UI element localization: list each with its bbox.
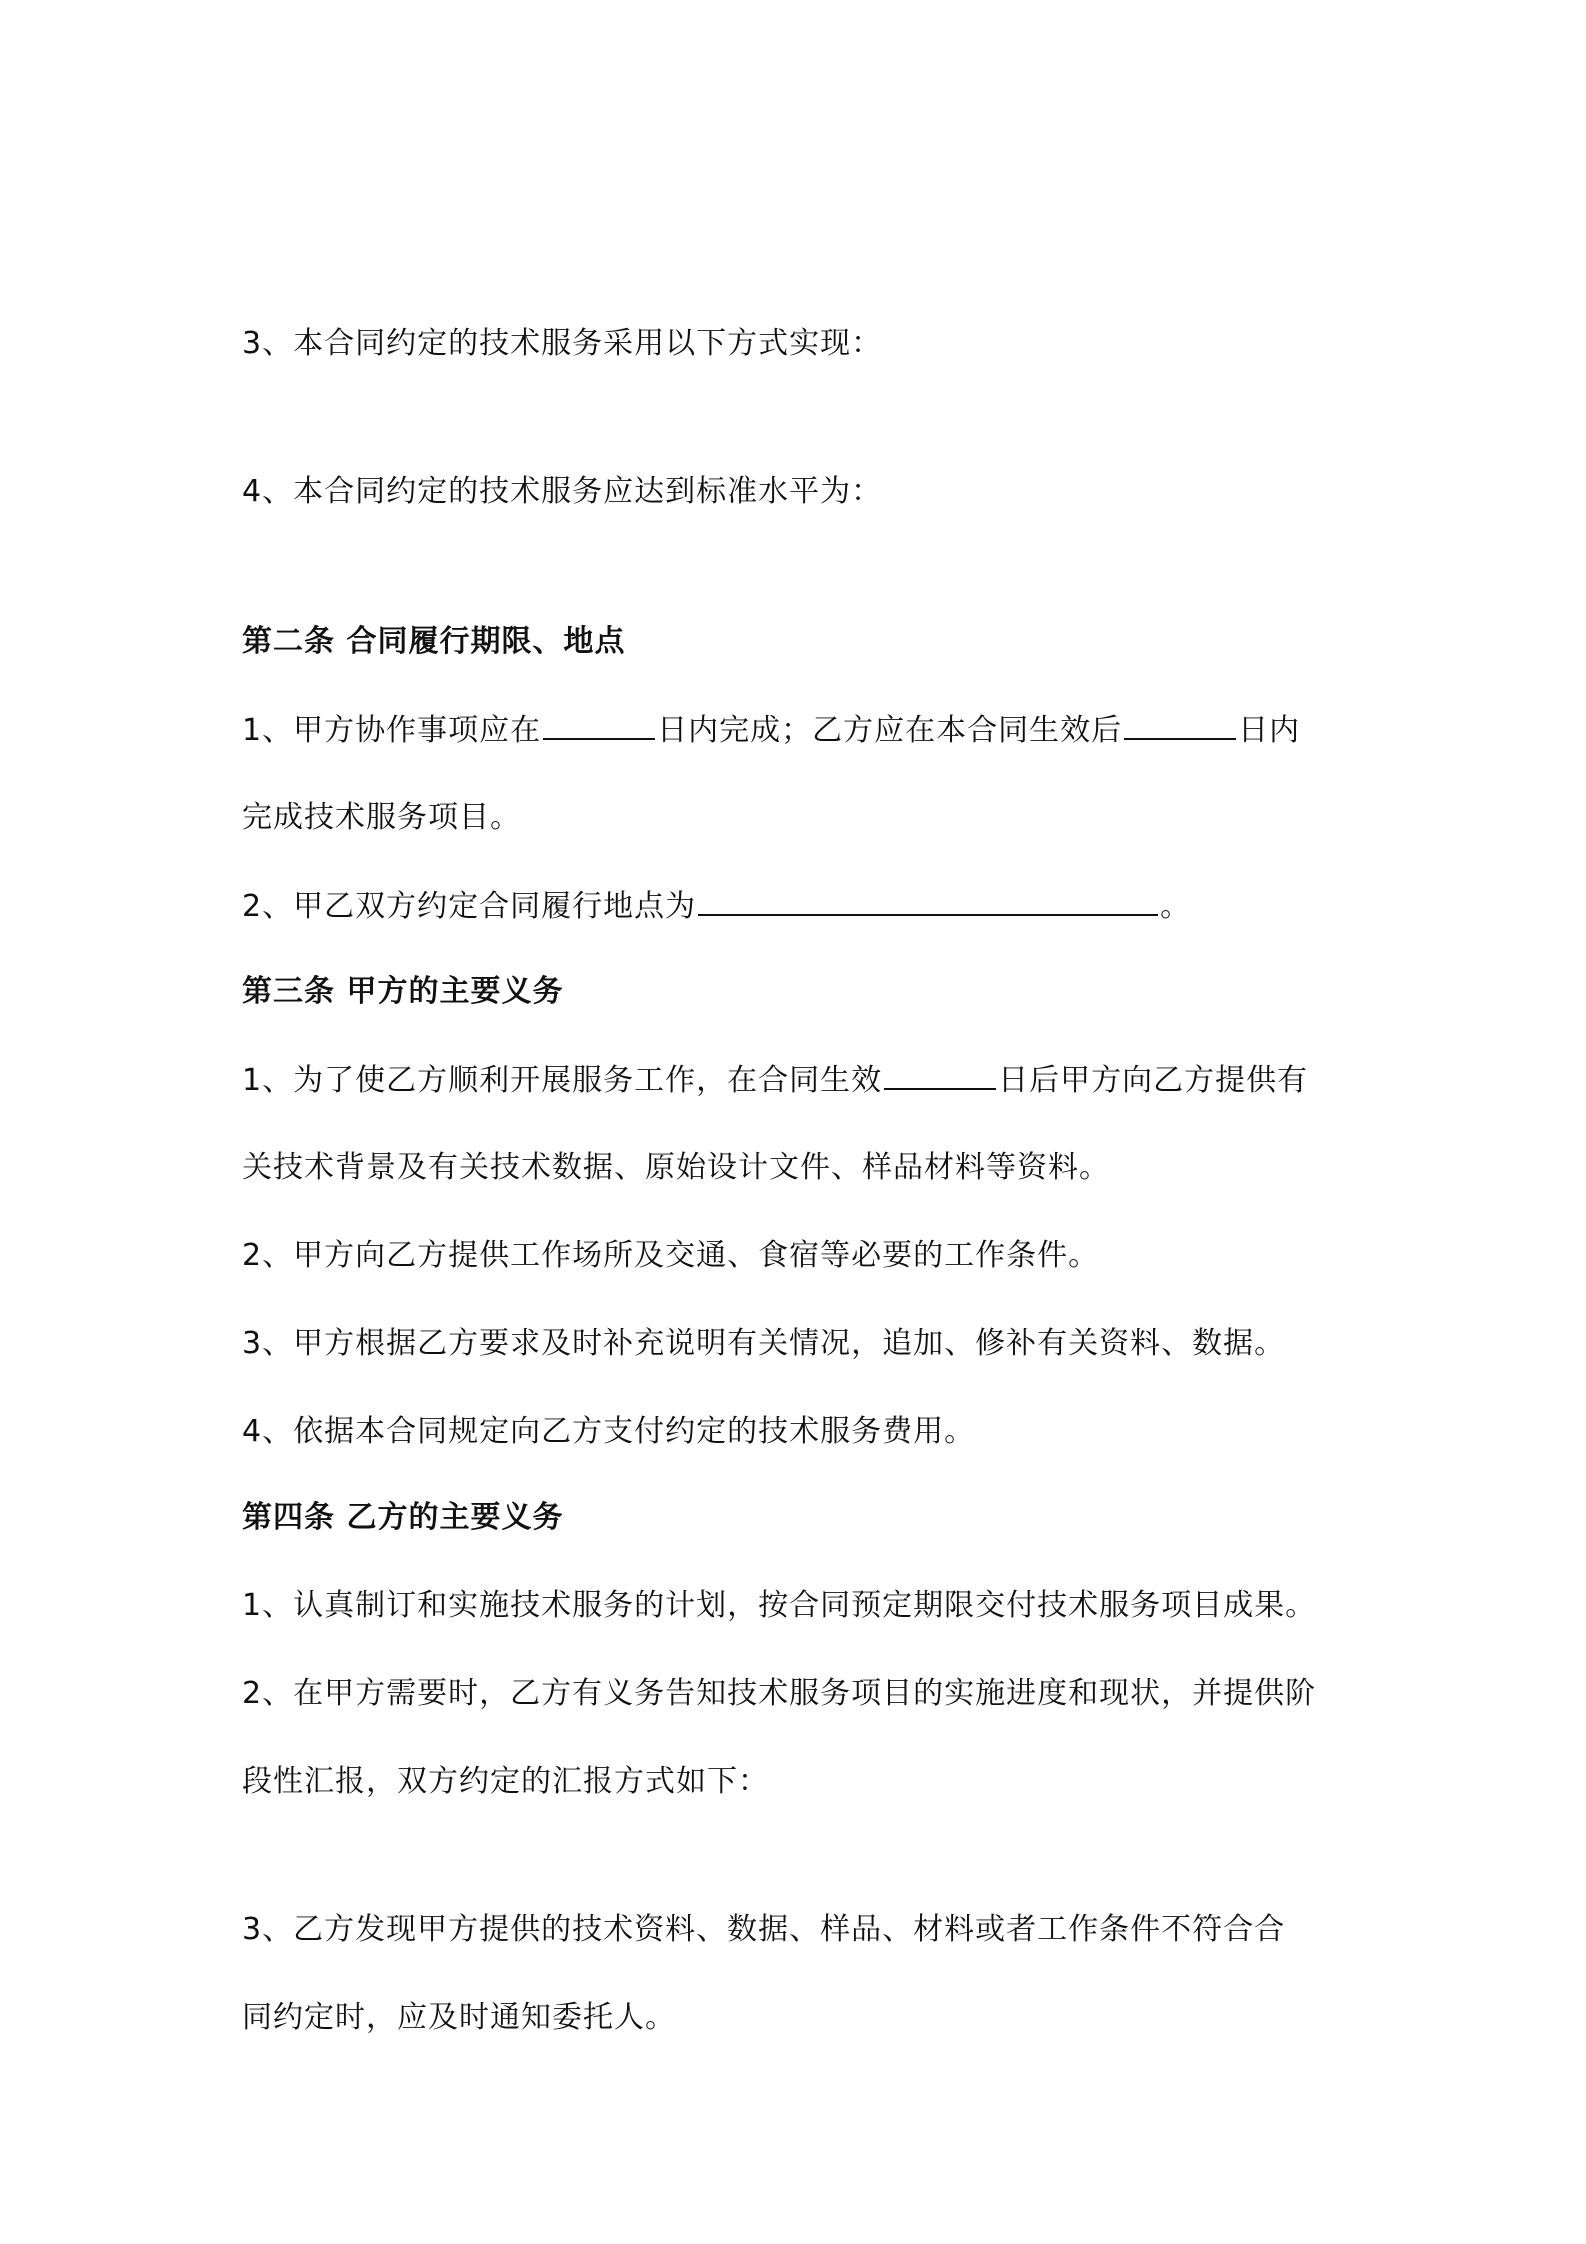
article-4-clause-3-line-2: 同约定时，应及时通知委托人。 bbox=[242, 2000, 676, 2035]
article-3-clause-2: 2、甲方向乙方提供工作场所及交通、食宿等必要的工作条件。 bbox=[242, 1238, 1100, 1273]
article-2-clause-1-text-a: 1、甲方协作事项应在 bbox=[242, 713, 542, 748]
clause-4-service-standard: 4、本合同约定的技术服务应达到标准水平为： bbox=[242, 474, 883, 509]
article-4-clause-2-line-1: 2、在甲方需要时，乙方有义务告知技术服务项目的实施进度和现状，并提供阶 bbox=[242, 1676, 1317, 1711]
article-2-clause-2 bbox=[242, 884, 1191, 929]
clause-3-service-method: 3、本合同约定的技术服务采用以下方式实现： bbox=[242, 326, 883, 361]
article-2-clause-1-text-b: 日内完成；乙方应在本合同生效后 bbox=[657, 713, 1123, 748]
article-2-clause-2-text-b: 。 bbox=[1160, 889, 1192, 924]
days-blank-field[interactable] bbox=[1124, 708, 1236, 740]
article-3-clause-4: 4、依据本合同规定向乙方支付约定的技术服务费用。 bbox=[242, 1414, 976, 1449]
location-blank-field[interactable] bbox=[698, 884, 1158, 916]
article-3-clause-1-line-2: 关技术背景及有关技术数据、原始设计文件、样品材料等资料。 bbox=[242, 1150, 1110, 1185]
article-4-title: 第四条 乙方的主要义务 bbox=[242, 1500, 564, 1535]
article-4-clause-3-line-1: 3、乙方发现甲方提供的技术资料、数据、样品、材料或者工作条件不符合合 bbox=[242, 1912, 1286, 1947]
article-3-title: 第三条 甲方的主要义务 bbox=[242, 974, 564, 1009]
article-3-clause-1-line-1 bbox=[242, 1058, 1308, 1103]
article-2-title: 第二条 合同履行期限、地点 bbox=[242, 624, 626, 659]
days-blank-field[interactable] bbox=[543, 708, 655, 740]
article-3-clause-1-text-a: 1、为了使乙方顺利开展服务工作，在合同生效 bbox=[242, 1063, 883, 1098]
article-3-clause-1-text-b: 日后甲方向乙方提供有 bbox=[998, 1063, 1309, 1098]
article-2-clause-1-line-1 bbox=[242, 708, 1300, 753]
article-2-clause-1-line-2: 完成技术服务项目。 bbox=[242, 800, 521, 835]
article-3-clause-3: 3、甲方根据乙方要求及时补充说明有关情况，追加、修补有关资料、数据。 bbox=[242, 1326, 1286, 1361]
article-2-clause-2-text-a: 2、甲乙双方约定合同履行地点为 bbox=[242, 889, 697, 924]
article-4-clause-1: 1、认真制订和实施技术服务的计划，按合同预定期限交付技术服务项目成果。 bbox=[242, 1588, 1317, 1623]
article-4-clause-2-line-2: 段性汇报，双方约定的汇报方式如下： bbox=[242, 1764, 769, 1799]
days-blank-field[interactable] bbox=[884, 1058, 996, 1090]
article-2-clause-1-text-c: 日内 bbox=[1238, 713, 1301, 748]
